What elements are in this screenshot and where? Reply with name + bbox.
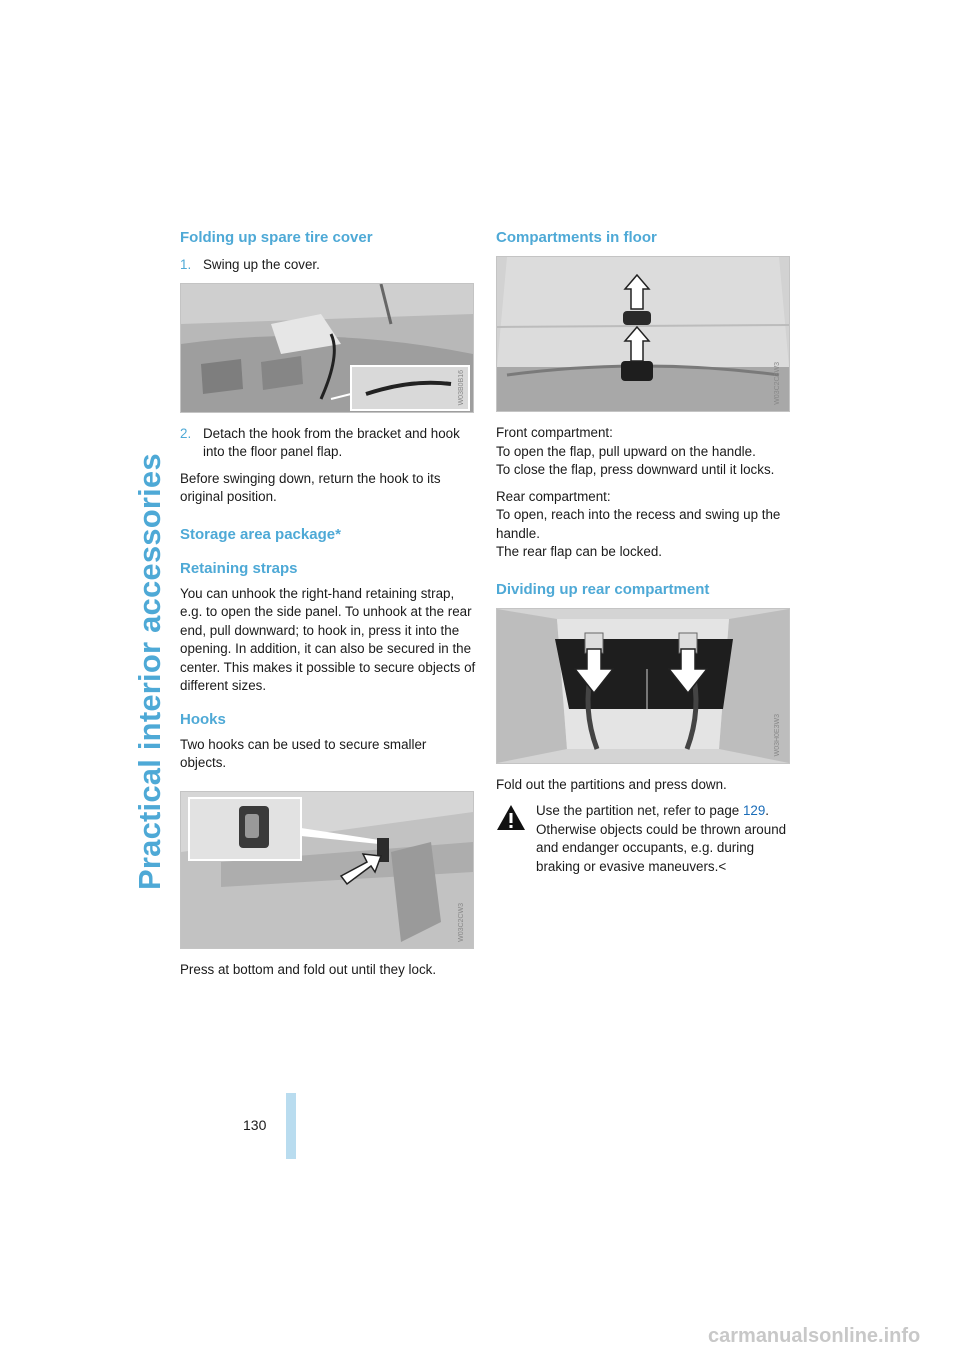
heading-hooks: Hooks bbox=[180, 710, 226, 728]
page-number: 130 bbox=[243, 1117, 267, 1133]
figure-hooks bbox=[180, 791, 474, 949]
step-text: Swing up the cover. bbox=[203, 257, 320, 272]
side-section-title bbox=[126, 30, 167, 890]
text-line: The rear flap can be locked. bbox=[496, 544, 662, 559]
figure-partitions bbox=[496, 608, 790, 764]
step-number: 2. bbox=[180, 425, 192, 441]
paragraph: Two hooks can be used to secure smaller objects. bbox=[180, 736, 427, 770]
text-line: To open, reach into the recess and swing up the handle. bbox=[496, 507, 781, 541]
heading-storage-package: Storage area package* bbox=[180, 525, 341, 543]
warning-block bbox=[496, 802, 792, 876]
figure-spare-tire-cover bbox=[180, 283, 474, 413]
heading-compartments-floor: Compartments in floor bbox=[496, 229, 657, 246]
step-2 bbox=[180, 425, 476, 462]
right-column bbox=[496, 228, 792, 876]
text-line: To open the flap, pull upward on the handle. bbox=[496, 443, 756, 459]
paragraph: Fold out the partitions and press down. bbox=[496, 776, 727, 792]
warning-triangle-icon bbox=[496, 804, 526, 831]
section-title-text: Practical interior accessories bbox=[132, 453, 167, 890]
page-marker-bar bbox=[286, 1093, 296, 1159]
label-front-compartment: Front compartment: bbox=[496, 425, 613, 440]
warning-text: Use the partition net, refer to page bbox=[536, 803, 743, 818]
left-column bbox=[180, 228, 476, 987]
footer-watermark: carmanualsonline.info bbox=[708, 1325, 921, 1347]
paragraph-rear-compartment bbox=[496, 488, 792, 562]
step-number: 1. bbox=[180, 257, 192, 272]
heading-retaining-straps: Retaining straps bbox=[180, 559, 298, 577]
heading-dividing-rear: Dividing up rear compartment bbox=[496, 580, 710, 598]
figure-code: W03H0E3W3 bbox=[773, 714, 781, 757]
paragraph: You can unhook the right-hand retaining strap, e.g. to open the side panel. To unhook at the rear end, pull downward; to hook in, press it into the opening. In addition, it can also be secured in the center. This makes it possible to secure objects of different sizes. bbox=[180, 585, 476, 693]
heading-folding-spare-tire: Folding up spare tire cover bbox=[180, 229, 373, 246]
paragraph: Before swinging down, return the hook to its original position. bbox=[180, 470, 441, 504]
partitions-illustration bbox=[497, 609, 789, 763]
label-rear-compartment: Rear compartment: bbox=[496, 488, 611, 504]
page-link[interactable]: 129 bbox=[742, 803, 766, 818]
spare-tire-illustration bbox=[181, 284, 473, 412]
end-marker: < bbox=[718, 858, 727, 874]
floor-compartments-illustration bbox=[497, 257, 789, 411]
figure-code: W03B0B16 bbox=[457, 370, 465, 406]
step-1 bbox=[180, 256, 476, 275]
figure-floor-compartments bbox=[496, 256, 790, 412]
text-line: To close the flap, press downward until it locks. bbox=[496, 462, 775, 477]
step-text: Detach the hook from the bracket and hook into the floor panel flap. bbox=[203, 425, 460, 459]
figure-code: W03C2CW3 bbox=[457, 902, 465, 942]
hooks-illustration bbox=[181, 792, 473, 948]
paragraph: Press at bottom and fold out until they lock. bbox=[180, 961, 437, 977]
figure-code: W03C2C3W3 bbox=[773, 362, 781, 405]
warning-text: . Otherwise objects could be thrown around and endanger occupants, e.g. during braking or evasive maneuvers. bbox=[536, 803, 787, 874]
paragraph-front-compartment bbox=[496, 424, 792, 480]
